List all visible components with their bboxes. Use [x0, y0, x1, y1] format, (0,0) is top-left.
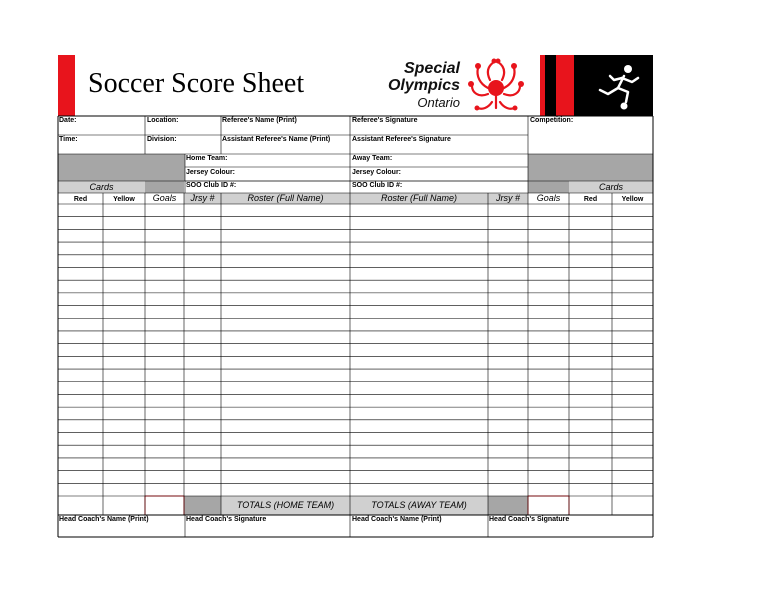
- away-team-label: Away Team:: [352, 155, 393, 162]
- yellow-left-header: Yellow: [113, 196, 135, 203]
- logo-line-special: Special: [403, 60, 460, 77]
- home-team-label: Home Team:: [186, 155, 228, 162]
- cards-left-header: Cards: [89, 182, 114, 192]
- referee-signature-label: Referee's Signature: [352, 117, 418, 124]
- home-club-id-label: SOO Club ID #:: [186, 182, 237, 189]
- roster-left-header: Roster (Full Name): [247, 193, 324, 203]
- away-coach-signature-label: Head Coach's Signature: [489, 516, 570, 523]
- assistant-referee-signature-label: Assistant Referee's Signature: [352, 136, 451, 143]
- time-label: Time:: [59, 136, 78, 143]
- jersey-left-header: Jrsy #: [190, 193, 215, 203]
- referee-name-label: Referee's Name (Print): [222, 117, 297, 124]
- home-coach-signature-label: Head Coach's Signature: [186, 516, 267, 523]
- totals-home-gray-cell: [184, 496, 221, 515]
- location-label: Location:: [147, 117, 179, 124]
- date-label: Date:: [59, 117, 77, 124]
- home-jersey-colour-label: Jersey Colour:: [186, 169, 236, 176]
- home-coach-name-label: Head Coach's Name (Print): [59, 516, 149, 523]
- competition-label: Competition:: [530, 117, 574, 124]
- red-right-header: Red: [583, 196, 598, 203]
- jersey-right-header: Jrsy #: [495, 193, 520, 203]
- page-title: Soccer Score Sheet: [88, 68, 305, 99]
- away-header-shade: [528, 154, 653, 181]
- division-label: Division:: [147, 136, 177, 143]
- yellow-right-header: Yellow: [621, 196, 644, 203]
- assistant-referee-name-label: Assistant Referee's Name (Print): [222, 136, 331, 143]
- away-goals-shade: [528, 181, 569, 193]
- goals-left-header: Goals: [152, 193, 177, 203]
- away-club-id-label: SOO Club ID #:: [352, 182, 403, 189]
- away-jersey-colour-label: Jersey Colour:: [352, 169, 402, 176]
- red-left-header: Red: [73, 196, 88, 203]
- totals-away-team: TOTALS (AWAY TEAM): [371, 500, 467, 510]
- totals-away-goals-cell: [528, 496, 569, 515]
- totals-away-gray-cell: [488, 496, 528, 515]
- totals-home-team: TOTALS (HOME TEAM): [236, 500, 335, 510]
- away-coach-name-label: Head Coach's Name (Print): [352, 516, 442, 523]
- cards-right-header: Cards: [598, 182, 623, 192]
- home-goals-shade: [145, 181, 184, 193]
- home-header-shade: [58, 154, 185, 181]
- logo-line-olympics: Olympics: [387, 77, 460, 94]
- logo-line-ontario: Ontario: [417, 95, 460, 110]
- roster-right-header: Roster (Full Name): [380, 193, 457, 203]
- goals-right-header: Goals: [536, 193, 561, 203]
- totals-home-goals-cell: [145, 496, 184, 515]
